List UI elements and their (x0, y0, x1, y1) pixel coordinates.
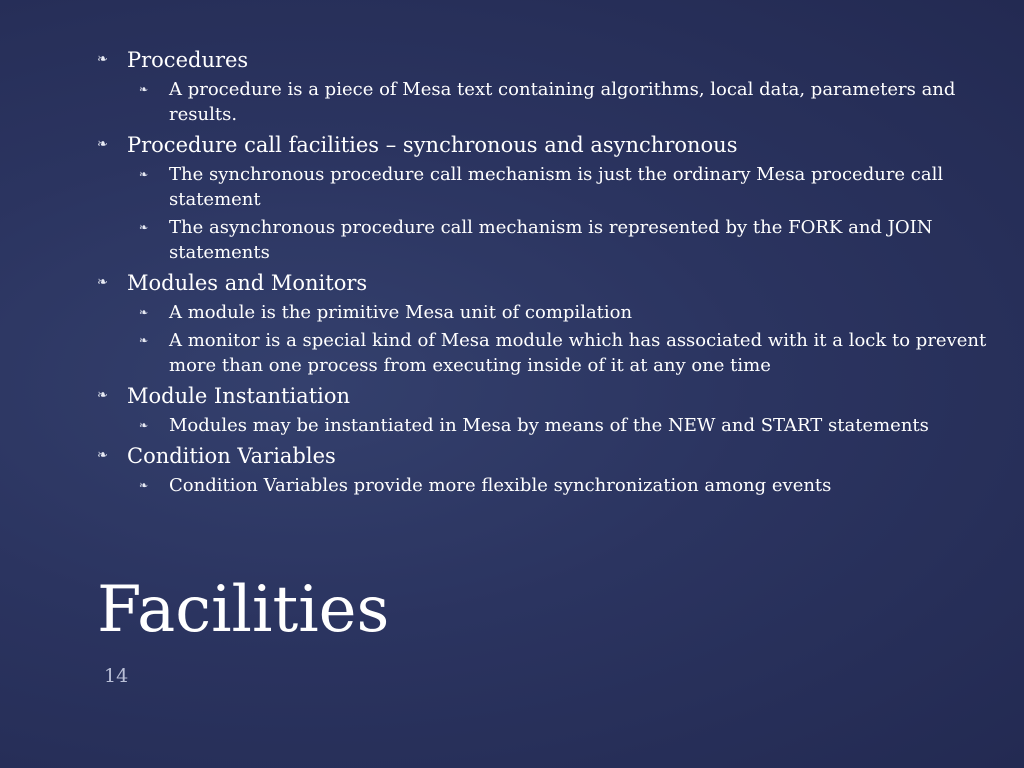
bullet-label: Modules and Monitors (127, 271, 368, 295)
sub-bullet-text: Modules may be instantiated in Mesa by means of the NEW and START statements (169, 415, 929, 436)
bullet-item (97, 269, 997, 297)
sub-bullet-text: The synchronous procedure call mechanism is just the ordinary Mesa procedure call statement (169, 164, 944, 210)
bullet-icon: ❧ (97, 448, 108, 463)
sub-bullet-text: A monitor is a special kind of Mesa module which has associated with it a lock to prevent more than one process from executing inside of it at any one time (169, 330, 987, 376)
bullet-list (97, 46, 997, 501)
sub-bullet-item (139, 328, 997, 378)
sub-bullet-item (139, 413, 997, 438)
bullet-label: Procedure call facilities – synchronous and asynchronous (127, 133, 738, 157)
sub-bullet-item (139, 215, 997, 265)
sub-bullet-item (139, 300, 997, 325)
bullet-icon: ❧ (139, 168, 149, 181)
bullet-icon: ❧ (139, 479, 149, 492)
sub-bullet-text: A procedure is a piece of Mesa text containing algorithms, local data, parameters and results. (169, 79, 956, 125)
page-number: 14 (104, 665, 129, 687)
sub-bullet-item (139, 77, 997, 127)
sub-bullet-text: A module is the primitive Mesa unit of compilation (169, 302, 633, 323)
bullet-label: Condition Variables (127, 444, 336, 468)
sub-bullet-text: Condition Variables provide more flexible synchronization among events (169, 475, 832, 496)
bullet-icon: ❧ (97, 52, 108, 67)
bullet-icon: ❧ (139, 83, 149, 96)
bullet-icon: ❧ (97, 137, 108, 152)
bullet-icon: ❧ (139, 419, 149, 432)
sub-bullet-text: The asynchronous procedure call mechanism is represented by the FORK and JOIN statements (169, 217, 933, 263)
bullet-icon: ❧ (139, 306, 149, 319)
bullet-label: Procedures (127, 48, 249, 72)
bullet-item (97, 46, 997, 74)
slide-title: Facilities (97, 573, 390, 647)
bullet-icon: ❧ (139, 221, 149, 234)
bullet-icon: ❧ (97, 388, 108, 403)
bullet-item (97, 442, 997, 470)
bullet-item (97, 131, 997, 159)
bullet-icon: ❧ (139, 334, 149, 347)
bullet-item (97, 382, 997, 410)
bullet-label: Module Instantiation (127, 384, 351, 408)
bullet-icon: ❧ (97, 275, 108, 290)
sub-bullet-item (139, 162, 997, 212)
sub-bullet-item (139, 473, 997, 498)
